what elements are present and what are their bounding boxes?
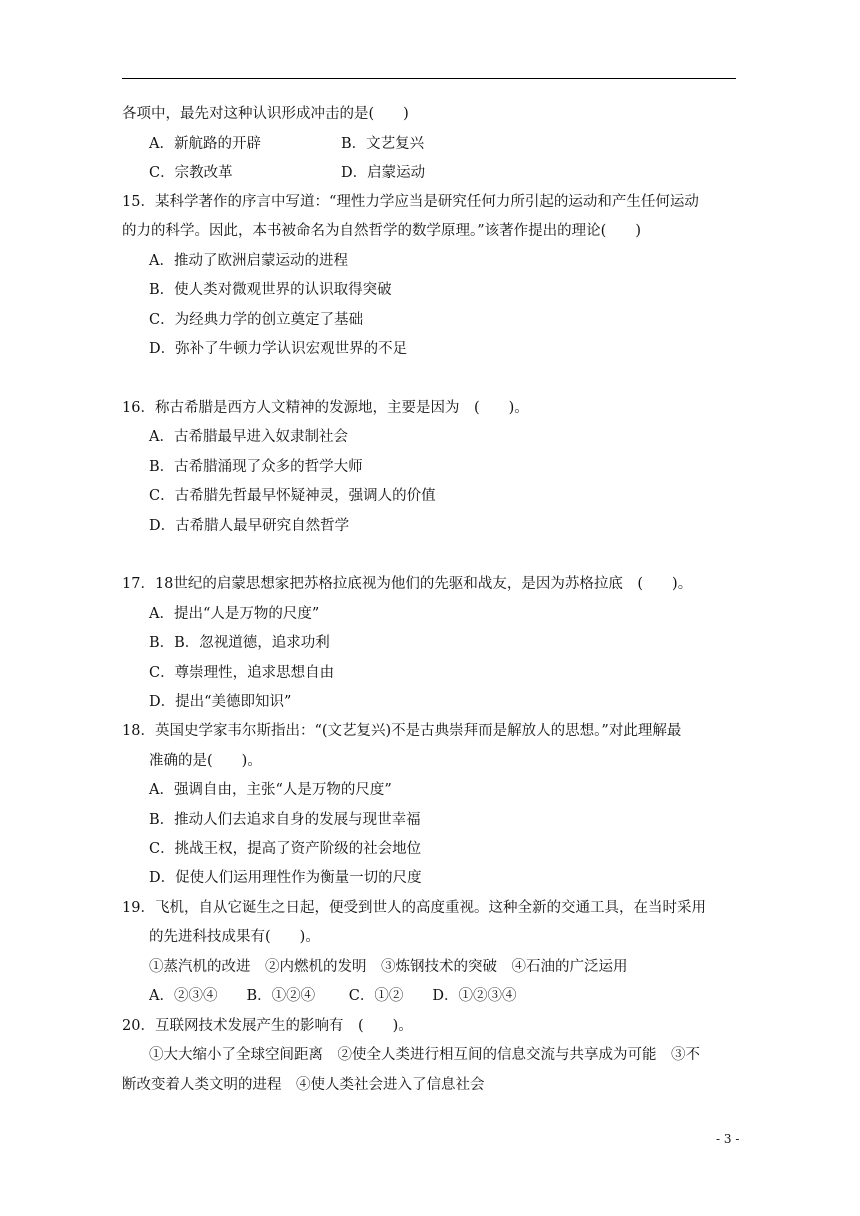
q18-option-d: D．促使人们运用理性作为衡量一切的尺度: [149, 870, 422, 886]
header-rule: [122, 78, 736, 79]
q20-items-line1: ①大大缩小了全球空间距离 ②使全人类进行相互间的信息交流与共享成为可能 ③不: [149, 1047, 700, 1063]
q15-option-d: D．弥补了牛顿力学认识宏观世界的不足: [149, 341, 408, 357]
q20-stem: 20．互联网技术发展产生的影响有 ( )。: [122, 1018, 413, 1034]
q15-option-a: A．推动了欧洲启蒙运动的进程: [149, 253, 348, 269]
q14-option-d: D．启蒙运动: [341, 165, 426, 181]
q20-items-line2: 断改变着人类文明的进程 ④使人类社会进入了信息社会: [122, 1077, 485, 1093]
q14-option-c: C．宗教改革: [149, 165, 233, 181]
q16-option-a: A．古希腊最早进入奴隶制社会: [149, 429, 348, 445]
q14-stem-end: 各项中，最先对这种认识形成冲击的是( ): [122, 106, 409, 122]
q16-stem: 16．称古希腊是西方人文精神的发源地，主要是因为 ( )。: [122, 400, 529, 416]
q18-stem-line2: 准确的是( )。: [149, 753, 262, 769]
q16-option-d: D．古希腊人最早研究自然哲学: [149, 518, 350, 534]
q16-option-c: C．古希腊先哲最早怀疑神灵，强调人的价值: [149, 488, 436, 504]
q15-stem-line1: 15．某科学著作的序言中写道：“理性力学应当是研究任何力所引起的运动和产生任何运动: [122, 194, 699, 210]
q19-stem-line2: 的先进科技成果有( )。: [149, 929, 320, 945]
q19-options: A．②③④ B．①②④ C．①② D．①②③④: [149, 988, 517, 1004]
q18-option-c: C．挑战王权，提高了资产阶级的社会地位: [149, 841, 422, 857]
q19-items: ①蒸汽机的改进 ②内燃机的发明 ③炼钢技术的突破 ④石油的广泛运用: [149, 959, 628, 975]
q14-option-b: B．文艺复兴: [341, 136, 425, 152]
q17-option-d: D．提出“美德即知识”: [149, 694, 292, 710]
q16-option-b: B．古希腊涌现了众多的哲学大师: [149, 459, 363, 475]
q17-option-c: C．尊崇理性，追求思想自由: [149, 665, 335, 681]
q17-option-a: A．提出“人是万物的尺度”: [149, 606, 320, 622]
q15-stem-line2: 的力的科学。因此，本书被命名为自然哲学的数学原理。”该著作提出的理论( ): [122, 223, 641, 239]
q18-option-b: B．推动人们去追求自身的发展与现世幸福: [149, 812, 421, 828]
q14-option-a: A．新航路的开辟: [149, 136, 261, 152]
q18-option-a: A．强调自由，主张“人是万物的尺度”: [149, 782, 392, 798]
q15-option-b: B．使人类对微观世界的认识取得突破: [149, 282, 392, 298]
page-number: - 3 -: [716, 1132, 740, 1146]
q17-option-b: B．B．忽视道德，追求功利: [149, 635, 330, 651]
q19-stem-line1: 19．飞机，自从它诞生之日起，便受到世人的高度重视。这种全新的交通工具，在当时采用: [122, 900, 706, 916]
q17-stem: 17．18世纪的启蒙思想家把苏格拉底视为他们的先驱和战友，是因为苏格拉底 ( )。: [122, 576, 693, 592]
q15-option-c: C．为经典力学的创立奠定了基础: [149, 312, 364, 328]
q18-stem-line1: 18．英国史学家韦尔斯指出：“(文艺复兴)不是古典崇拜而是解放人的思想。”对此理解最: [122, 723, 682, 739]
